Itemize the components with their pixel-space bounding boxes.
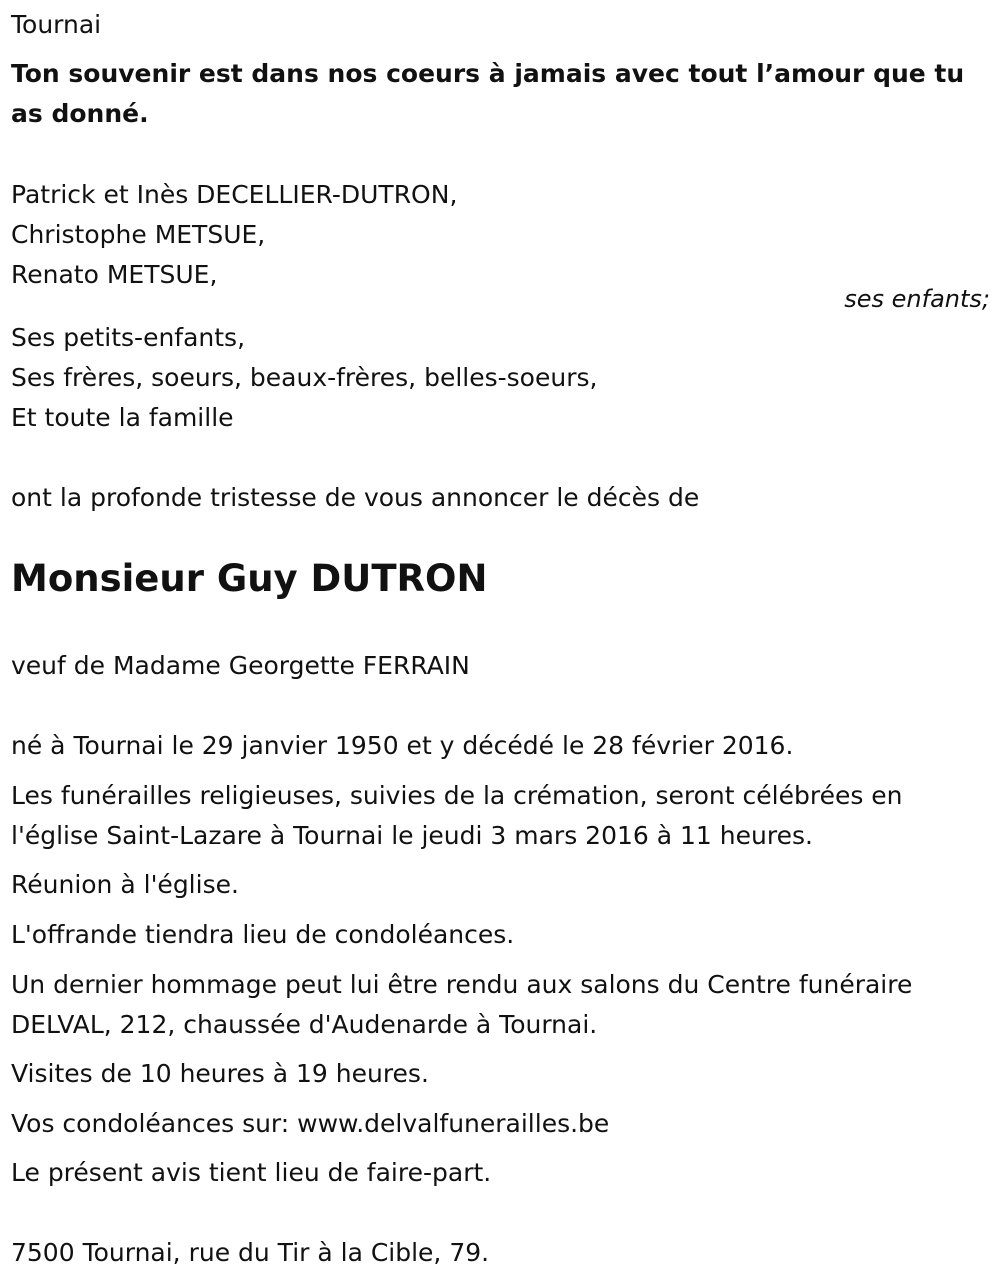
meeting-line: Réunion à l'église. [11,870,239,899]
family-line: Et toute la famille [11,403,234,432]
notice-line: Le présent avis tient lieu de faire-part. [11,1158,492,1187]
family-line: Ses petits-enfants, [11,323,246,352]
child-name: Christophe METSUE, [11,220,266,249]
spouse-line: veuf de Madame Georgette FERRAIN [11,651,470,680]
birth-death-line: né à Tournai le 29 janvier 1950 et y décédé le 28 février 2016. [11,731,794,760]
address-line: 7500 Tournai, rue du Tir à la Cible, 79. [11,1238,490,1267]
condolences-line: Vos condoléances sur: www.delvalfunerailles.be [11,1109,610,1138]
children-relation-label: ses enfants; [844,285,990,313]
epitaph: Ton souvenir est dans nos coeurs à jamais avec tout l’amour que tu as donné. [11,59,965,128]
offering-line: L'offrande tiendra lieu de condoléances. [11,920,515,949]
funeral-line: l'église Saint-Lazare à Tournai le jeudi 3 mars 2016 à 11 heures. [11,821,813,850]
child-name: Renato METSUE, [11,260,218,289]
visits-line: Visites de 10 heures à 19 heures. [11,1059,429,1088]
child-name: Patrick et Inès DECELLIER-DUTRON, [11,180,458,209]
homage-line: DELVAL, 212, chaussée d'Audenarde à Tournai. [11,1010,598,1039]
family-line: Ses frères, soeurs, beaux-frères, belles-soeurs, [11,363,598,392]
announcement-text: ont la profonde tristesse de vous annoncer le décès de [11,483,700,512]
funeral-line: Les funérailles religieuses, suivies de la crémation, seront célébrées en [11,781,903,810]
location-heading: Tournai [11,10,102,39]
deceased-name: Monsieur Guy DUTRON [11,557,488,600]
homage-line: Un dernier hommage peut lui être rendu aux salons du Centre funéraire [11,970,913,999]
